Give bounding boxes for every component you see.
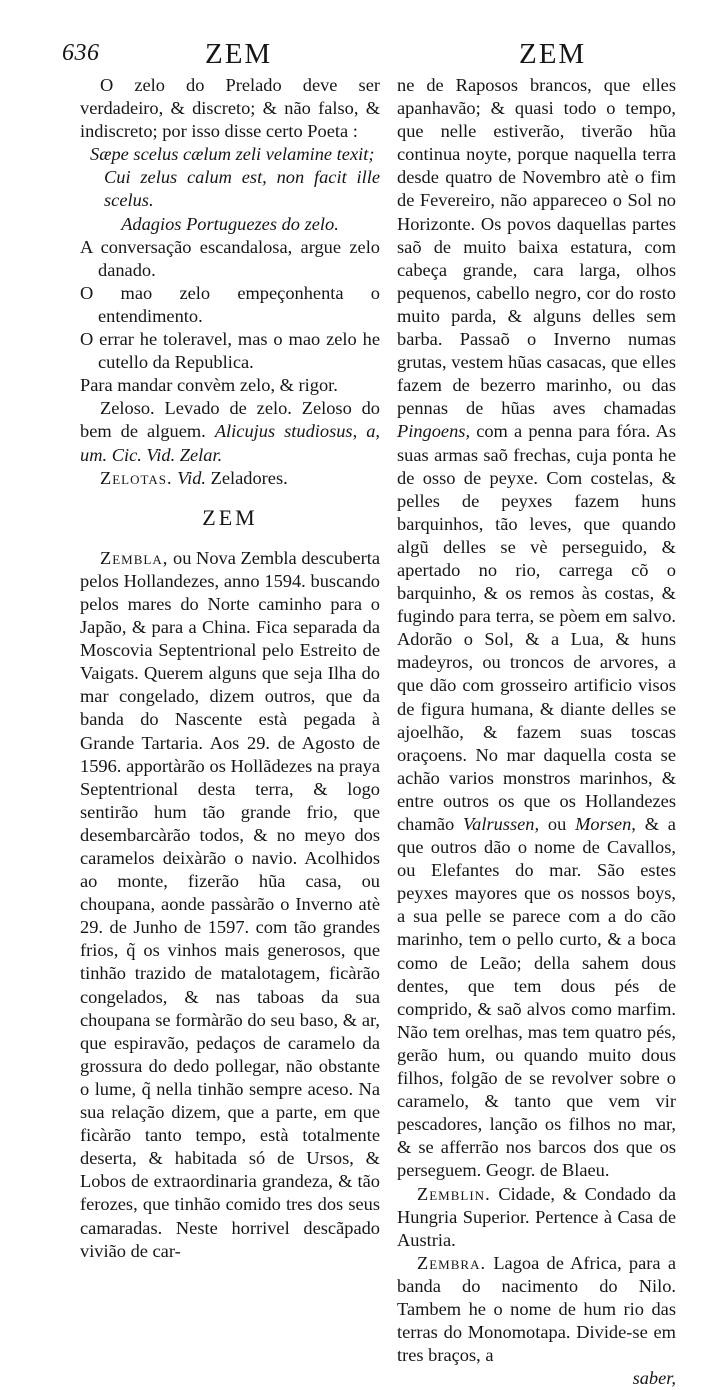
zemblin-headword: Zemblin. — [417, 1183, 491, 1204]
zembla-headword: Zembla, — [100, 547, 169, 568]
zelotas-text: Zeladores. — [210, 467, 288, 488]
zelotas-headword: Zelotas. — [100, 467, 173, 488]
proverb-1: A conversação escandalosa, argue zelo danado. — [80, 236, 380, 280]
proverb-2: O mao zelo empeçonhenta o entendimento. — [80, 282, 380, 326]
zelotas-entry — [80, 467, 380, 490]
section-heading: ZEM — [202, 504, 258, 530]
zeloso-reference: Cic. Vid. Zelar. — [111, 444, 223, 465]
left-column — [80, 74, 380, 1263]
zembla-cont-2: com a penna para fóra. As suas armas saõ frechas, cuja ponta he de osso de peyxe. Com costelas, & pelles de peyxes fazem huns barquinhos, tão leves, que quando algũ delles se vè perseguido, & apertado no rio, carrega cõ o barquinho, & os remos às costas, & fugindo para terra, se pòem em salvo. Adorão o Sol, & a Lua, & huns madeyros, ou troncos de arvores, a que dão com grosseiro artificio visos de figura humana, & diante delles se ajoelhão, & fazem suas toscas oraçoens. No mar daquella costa se achão varios monstros marinhos, & entre outros os que os Hollandezes chamão — [397, 421, 676, 834]
latin-verse-1: Sæpe scelus cælum zeli velamine texit; — [90, 144, 375, 165]
zemblin-entry — [397, 1183, 676, 1252]
zeloso-text: Zeloso. Levado de zelo. Zeloso do bem de alguem. — [80, 398, 380, 442]
zemblin-text: Cidade, & Condado da Hungria Superior. Pertence à Casa de Austria. — [397, 1183, 676, 1250]
zembla-text: ou Nova Zembla descuberta pelos Hollandezes, anno 1594. buscando pelos mares do Norte caminho para o Japão, & para a China. Fica separada da Moscovia Septentrional pelo Estreito de Vaigats. Querem alguns que seja Ilha do mar congelado, dizem outros, que da banda do Nascente està pegada à Grande Tartaria. Aos 29. de Agosto de 1596. apportàrão os Hollãdezes na praya Septentrional desta terra, & logo sentirão hum tão grande frio, que desembarcàrão todos, & no meyo dos caramelos deixàrão o navio. Acolhidos ao monte, fizerão hũa casa, ou choupana, aonde passàrão o Inverno atè 29. de Junho de 1597. com tão grandes frios, q̃ os vinhos mais generosos, que tinhão trazido de matalotagem, ficàrão congelados, & nas taboas da sua choupana se formàrão do seu baso, & ar, que espiravão, pedaços de caramelo da grossura do dedo pollegar, não obstante o lume, q̃ nella tinhão sempre aceso. Na sua relação dizem, que a parte, em que ficàrão tanto tempo, està totalmente deserta, & habitada só de Ursos, & Lobos de extraordinaria grandeza, & tão ferozes, que tinhão comido tres dos seus camaradas. Neste horrivel descãpado vivião de car- — [80, 547, 380, 1261]
pingoens-term: Pingoens, — [397, 421, 471, 442]
zembra-entry — [397, 1252, 676, 1367]
zembla-cont-1: ne de Raposos brancos, que elles apanhavão; & quasi todo o tempo, que nelle estiverão, tiverão hũa continua noyte, porque naquella terra desde quatro de Novembro atè o fim de Fevereiro, não appareceo o Sol no Horizonte. Os povos daquellas partes saõ de muito baixa estatura, com cabeça grande, cara larga, olhos pequenos, cabello negro, cor do rosto muito parda, & alguns delles sem barba. Passaõ o Inverno numas grutas, vestem hũas casacas, que elles fazem de bezerro marinho, ou das pennas de hũas aves chamadas — [397, 75, 676, 419]
zeloso-entry — [80, 397, 380, 466]
zembra-headword: Zembra. — [417, 1252, 487, 1273]
right-column — [397, 74, 676, 1390]
running-head-left: ZEM — [205, 38, 273, 70]
zembla-cont-3: & a que outros dão o nome de Cavallos, ou Elefantes do mar. São estes peyxes mayores que os nossos boys, a sua pelle se parece com a do cão marinho, tem o pello curto, & a boca como de Leão; della sahem dous dentes, que tem dous pés de comprido, & saõ alvos como marfim. Não tem orelhas, mas tem quatro pés, gerão hum, ou quando muito dous filhos, folgão de se revolver sobre o caramelo, & tanto que vem vir pescadores, lanção os filhos no mar, & se afferrão nos barcos dos que os perseguem. Geogr. de Blaeu. — [397, 814, 676, 1181]
page-number: 636 — [62, 40, 100, 66]
running-head-right: ZEM — [519, 38, 587, 70]
zelo-entry: O zelo do Prelado deve ser verdadeiro, & discreto; & não falso, & indiscreto; por isso disse certo Poeta : — [80, 75, 380, 142]
catchword: saber, — [632, 1368, 676, 1389]
zembra-text: Lagoa de Africa, para a banda do nacimento do Nilo. Tambem he o nome de hum rio das terras do Monomotapa. Divide-se em tres braços, a — [397, 1252, 676, 1366]
zembla-continuation — [397, 74, 676, 1183]
zeloso-latin: Alicujus studiosus, a, um. — [80, 421, 380, 465]
zelotas-vid: Vid. — [177, 467, 207, 488]
valrussen-term: Valrussen, — [462, 814, 540, 834]
proverb-4: Para mandar convèm zelo, & rigor. — [80, 375, 338, 396]
adagios-heading: Adagios Portuguezes do zelo. — [121, 213, 339, 234]
latin-verse-2: Cui zelus calum est, non facit ille scelus. — [104, 167, 380, 211]
ou-text: ou — [547, 814, 567, 834]
zembla-entry — [80, 547, 380, 1263]
proverb-3: O errar he toleravel, mas o mao zelo he cutello da Republica. — [80, 329, 380, 373]
morsen-term: Morsen, — [575, 814, 636, 834]
